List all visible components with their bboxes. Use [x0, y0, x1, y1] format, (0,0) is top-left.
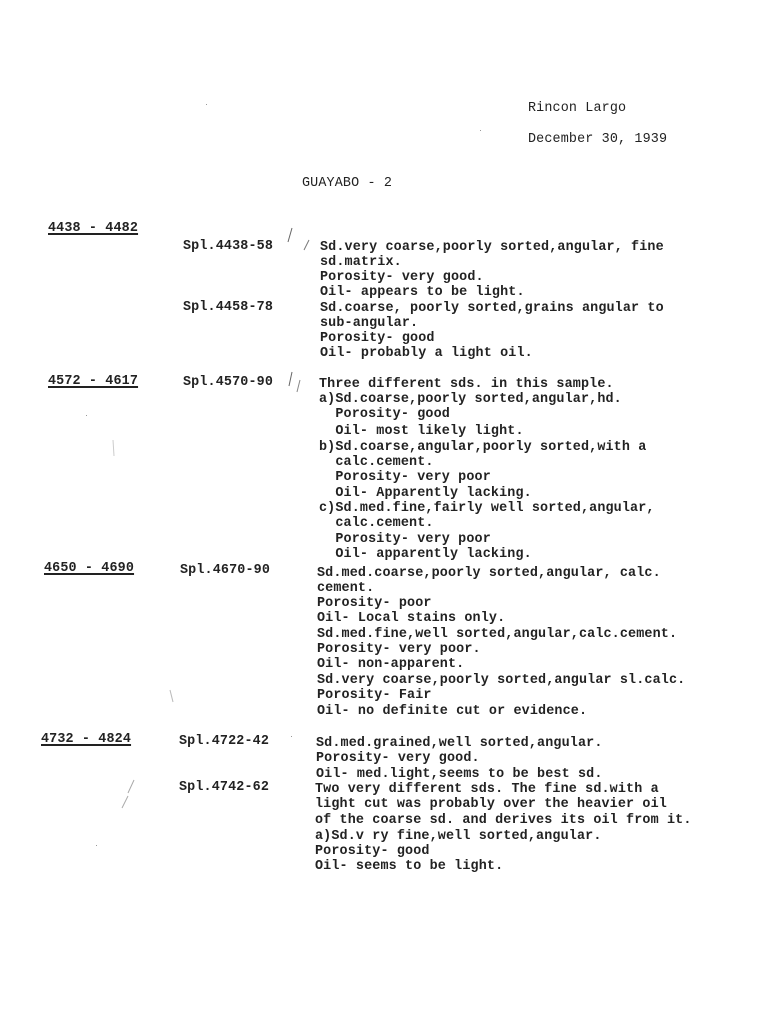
sample-line: a)Sd.coarse,poorly sorted,angular,hd.: [319, 392, 622, 407]
sample-line: Porosity- poor: [317, 596, 432, 611]
sample-line: Porosity- good: [315, 844, 430, 859]
sample-line: Oil- med.light,seems to be best sd.: [316, 767, 603, 782]
depth-interval-3: 4650 - 4690: [44, 561, 135, 576]
sample-line: Oil- Local stains only.: [317, 611, 506, 626]
speck: [86, 415, 87, 416]
sample-line: Sd.very coarse,poorly sorted,angular sl.calc.: [317, 673, 686, 688]
sample-line: Porosity- Fair: [317, 688, 432, 703]
sample-line: a)Sd.v ry fine,well sorted,angular.: [315, 829, 602, 844]
speck: [96, 845, 97, 846]
sample-id-4722-42: Spl.4722-42: [179, 734, 270, 749]
sample-line: Porosity- very poor.: [317, 642, 481, 657]
speck: [291, 736, 292, 737]
sample-line: calc.cement.: [319, 516, 434, 531]
sample-id-4742-62: Spl.4742-62: [179, 780, 270, 795]
depth-interval-2: 4572 - 4617: [48, 374, 139, 389]
speck: [480, 130, 481, 131]
sample-line: Sd.coarse, poorly sorted,grains angular to: [320, 301, 664, 316]
sample-id-4458-78: Spl.4458-78: [183, 300, 274, 315]
sample-line: Oil- seems to be light.: [315, 859, 504, 874]
sample-id-4570-90: Spl.4570-90: [183, 375, 274, 390]
sample-line: Oil- appears to be light.: [320, 285, 525, 300]
sample-line: sd.matrix.: [320, 255, 402, 270]
sample-line: Oil- Apparently lacking.: [319, 486, 532, 501]
sample-line: Porosity- very poor: [319, 470, 491, 485]
sample-line: light cut was probably over the heavier oil: [315, 797, 667, 812]
sample-line: Sd.med.fine,well sorted,angular,calc.cement.: [317, 627, 678, 642]
sample-line: Porosity- very poor: [319, 532, 491, 547]
sample-line: Porosity- very good.: [320, 270, 484, 285]
depth-interval-4: 4732 - 4824: [41, 732, 132, 747]
sample-line: Oil- most likely light.: [319, 424, 524, 439]
sample-line: Porosity- good: [320, 331, 435, 346]
sample-line: b)Sd.coarse,angular,poorly sorted,with a: [319, 440, 647, 455]
sample-line: of the coarse sd. and derives its oil from it.: [315, 813, 692, 828]
sample-line: Three different sds. in this sample.: [319, 377, 614, 392]
location-heading: Rincon Largo: [528, 101, 627, 116]
sample-line: c)Sd.med.fine,fairly well sorted,angular,: [319, 501, 655, 516]
sample-id-4438-58: Spl.4438-58: [183, 239, 274, 254]
sample-line: cement.: [317, 581, 375, 596]
sample-line: Sd.med.grained,well sorted,angular.: [316, 736, 603, 751]
sample-line: Sd.very coarse,poorly sorted,angular, fine: [320, 240, 664, 255]
sample-line: sub-angular.: [320, 316, 419, 331]
sample-line: Porosity- very good.: [316, 751, 480, 766]
sample-line: Oil- no definite cut or evidence.: [317, 704, 588, 719]
sample-line: calc.cement.: [319, 455, 434, 470]
well-name-heading: GUAYABO - 2: [302, 176, 393, 191]
speck: [206, 104, 207, 105]
depth-interval-1: 4438 - 4482: [48, 221, 139, 236]
sample-line: Oil- non-apparent.: [317, 657, 465, 672]
sample-line: Porosity- good: [319, 407, 450, 422]
sample-line: Oil- probably a light oil.: [320, 346, 533, 361]
sample-line: Oil- apparently lacking.: [319, 547, 532, 562]
date-heading: December 30, 1939: [528, 132, 668, 147]
sample-id-4670-90: Spl.4670-90: [180, 563, 271, 578]
sample-line: Two very different sds. The fine sd.with a: [315, 782, 659, 797]
sample-line: Sd.med.coarse,poorly sorted,angular, calc.: [317, 566, 661, 581]
